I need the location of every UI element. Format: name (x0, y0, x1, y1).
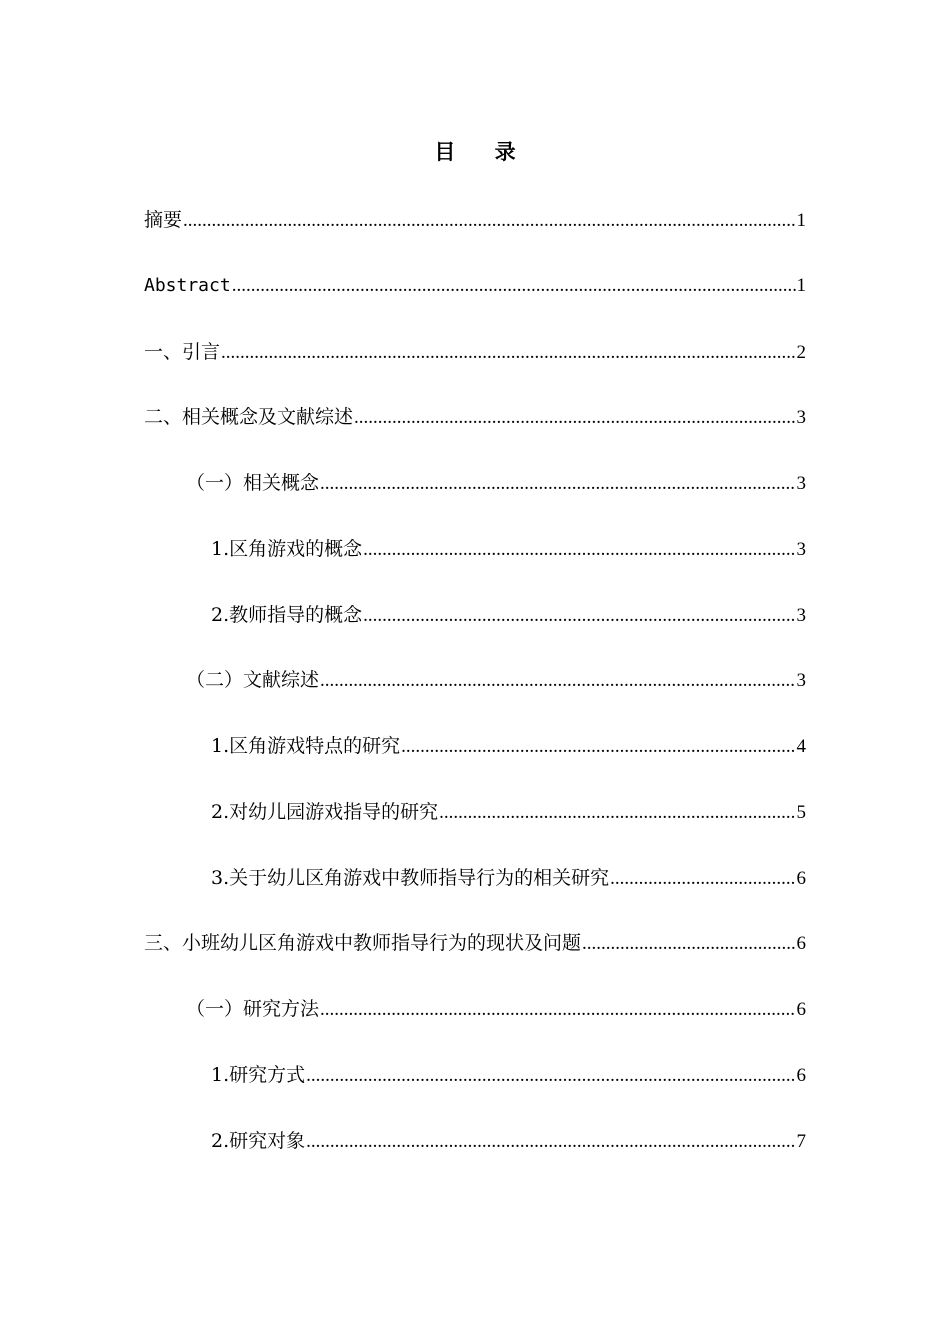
toc-entry-label: 2.对幼儿园游戏指导的研究 (211, 801, 439, 823)
toc-entry-section-2-1-1[interactable] (211, 535, 806, 563)
toc-dot-leader (401, 733, 795, 761)
toc-dot-leader (306, 1128, 795, 1156)
toc-page-number: 4 (796, 736, 806, 757)
toc-entry-section-3-1-2[interactable] (211, 1127, 806, 1155)
toc-entry-section-2-2-2[interactable] (211, 798, 806, 826)
toc-page-number: 3 (796, 407, 806, 428)
toc-page-number: 6 (796, 1065, 806, 1086)
toc-entry-label: 1.区角游戏特点的研究 (211, 735, 401, 757)
toc-dot-leader (439, 799, 795, 827)
toc-dot-leader (610, 865, 795, 893)
toc-entry-section-2-1-2[interactable] (211, 601, 806, 629)
toc-entry-section-2[interactable] (144, 403, 806, 431)
toc-dot-leader (232, 272, 796, 300)
toc-entry-label: Abstract (144, 275, 231, 296)
toc-entry-section-2-1[interactable] (186, 469, 806, 497)
toc-dot-leader (221, 339, 795, 367)
toc-entry-label: 三、小班幼儿区角游戏中教师指导行为的现状及问题 (144, 932, 582, 954)
toc-entry-abstract-en[interactable] (144, 272, 806, 300)
toc-page-number: 6 (796, 868, 806, 889)
toc-entry-label: 1.研究方式 (211, 1064, 306, 1086)
toc-entry-label: 一、引言 (144, 341, 221, 363)
toc-entry-section-3[interactable] (144, 929, 806, 957)
toc-page-number: 1 (796, 210, 806, 231)
toc-entry-section-2-2-1[interactable] (211, 732, 806, 760)
toc-dot-leader (582, 930, 795, 958)
toc-page-number: 1 (796, 275, 806, 296)
toc-page-number: 6 (796, 933, 806, 954)
toc-dot-leader (320, 667, 795, 695)
toc-page-number: 3 (796, 605, 806, 626)
toc-dot-leader (363, 602, 795, 630)
toc-entry-abstract-cn[interactable] (144, 206, 806, 234)
toc-dot-leader (320, 996, 795, 1024)
toc-entry-label: 3.关于幼儿区角游戏中教师指导行为的相关研究 (211, 867, 610, 889)
toc-page-number: 6 (796, 999, 806, 1020)
toc-entry-label: （一）研究方法 (186, 998, 320, 1020)
toc-entry-label: 二、相关概念及文献综述 (144, 406, 354, 428)
page-title: 目 录 (434, 140, 532, 164)
toc-page-number: 3 (796, 539, 806, 560)
toc-entry-label: 1.区角游戏的概念 (211, 538, 363, 560)
toc-entry-label: （二）文献综述 (186, 669, 320, 691)
toc-page-number: 2 (796, 342, 806, 363)
toc-dot-leader (183, 207, 795, 235)
toc-entry-label: 摘要 (144, 209, 183, 231)
toc-entry-label: 2.教师指导的概念 (211, 604, 363, 626)
toc-dot-leader (354, 404, 795, 432)
toc-entry-section-3-1-1[interactable] (211, 1061, 806, 1089)
toc-dot-leader (320, 470, 795, 498)
toc-page-number: 3 (796, 473, 806, 494)
toc-entry-label: （一）相关概念 (186, 472, 320, 494)
toc-entry-label: 2.研究对象 (211, 1130, 306, 1152)
toc-page-number: 7 (796, 1131, 806, 1152)
toc-page-number: 3 (796, 670, 806, 691)
toc-entry-section-2-2[interactable] (186, 666, 806, 694)
toc-entry-section-3-1[interactable] (186, 995, 806, 1023)
toc-dot-leader (306, 1062, 795, 1090)
toc-entry-introduction[interactable] (144, 338, 806, 366)
toc-page-number: 5 (796, 802, 806, 823)
toc-entry-section-2-2-3[interactable] (211, 864, 806, 892)
toc-dot-leader (363, 536, 795, 564)
